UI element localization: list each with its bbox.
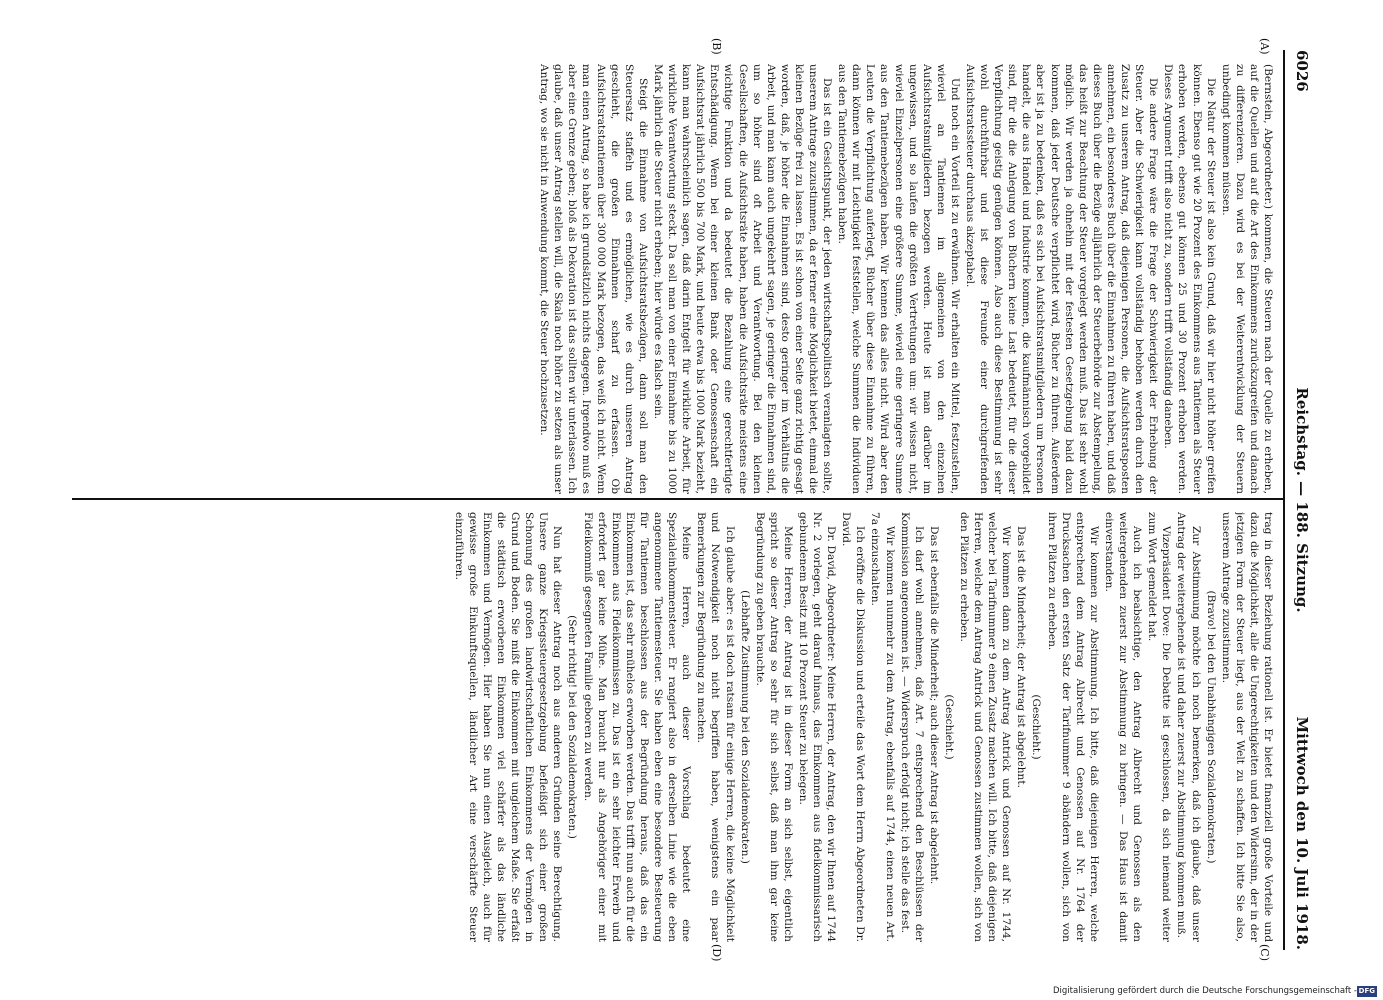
column-divider <box>72 498 1283 500</box>
page-header <box>1285 50 1311 950</box>
paragraph: Und noch ein Vorteil ist zu erwähnen. Wir erhalten ein Mittel, festzustellen, wieviel an Tantiemen im allgemeinen von den einzelnen Aufsichtsratsmitgliedern bezogen werden. Heute ist man darüber im ungewissen, und so laufen die größten Vertretungen um: wir wissen nicht, wieviel Einzelpersonen eine größere Summe, wieviel eine geringere Summe aus den Tantiemebezügen haben. Wir kennen das alles nicht. Wird aber den Leuten die Verpflichtung auferlegt, Bücher über diese Einnahme zu führen, dann können wir mit Leichtigkeit feststellen, welche Summen die Individuen aus den Tantiemebezügen haben. <box>836 64 961 494</box>
paragraph: Wir kommen dann zu dem Antrag Antrick und Genossen auf Nr. 1744, welcher bei Tarifnummer 9 einen Zusatz machen will. Ich bitte, daß diejenigen Herren, welche dem Antrag Antrick und Genossen zustimmen wollen, sich von den Plätzen zu erheben. <box>958 512 1013 942</box>
paragraph: Das ist die Minderheit; der Antrag ist abgelehnt. <box>1015 526 1028 788</box>
margin-mark-b: (B) <box>710 38 723 55</box>
paragraph: Vizepräsident Dove: Die Debatte ist geschlossen, da sich niemand weiter zum Wort gemeldet hat. <box>1146 512 1173 942</box>
session-title: Reichstag. — 188. Sitzung. <box>1293 387 1311 613</box>
paragraph: Ich eröffne die Diskussion und erteile das Wort dem Herrn Abgeordneten Dr. David. <box>840 512 867 942</box>
paragraph: Nun hat dieser Antrag noch aus anderen Gründen seine Berechtigung. Unsere ganze Kriegssteuergesetzgebung befleißigt sich einer großen Schonung des großen landwirtschaftlichen Einkommens der Vermögen in Grund und Boden. Sie mißt die Einkommen mit ungleichem Maße. Sie erfaßt die städtisch erworbenen Einkommen viel schärfer als das ländliche Einkommen und Vermögen. Hier haben Sie nun einen Ausgleich, auch für gewisse große Einkunftsquellen, ländlicher Art eine verschärfte Steuer einzuführen. <box>452 512 564 942</box>
margin-mark-c: (C) <box>1258 944 1271 961</box>
page-number: 6026 <box>1293 50 1311 92</box>
paragraph: trag in dieser Beziehung rationell ist. Er bietet finanziell große Vorteile und dazu die Möglichkeit, alle die Ungerechtigkeiten und den Widersinn, der in der jetzigen Form der Steuer liegt, aus der Welt zu schaffen. Ich bitte Sie also, unserem Antrage zuzustimmen. <box>1219 512 1274 942</box>
interjection: (Geschieht.) <box>942 694 955 760</box>
interjection: (Geschieht.) <box>1030 694 1043 760</box>
interjection: (Lebhafte Zustimmung bei den Sozialdemokraten.) <box>738 590 751 864</box>
paragraph: Dr. David, Abgeordneter: Meine Herren, der Antrag, den wir Ihnen auf 1744 Nr. 2 vorlegen, geht darauf hinaus, das Einkommen aus fideikommissarisch gebundenem Besitz mit 10 Prozent Steuer zu belegen. <box>797 512 838 942</box>
paragraph: Die andere Frage wäre die Frage der Schwierigkeit der Erhebung der Steuer. Aber die Schwierigkeit kann vollständig behoben werden durch den Zusatz zu unserem Antrag, daß diejenigen Personen, die Aufsichtsratsposten annehmen, ein besonderes Buch über die Einnahmen zu führen haben, und daß dieses Buch über die Bezüge alljährlich der Steuerbehörde zur Abstempelung, das heißt zur Beachtung der Steuer vorgelegt werden muß. Das ist sehr wohl möglich. Wir werden ja ohnehin mit der festesten Gesetzgebung bald dazu kommen, daß jeder Deutsche verpflichtet wird, Bücher zu führen. Außerdem aber ist ja zu bedenken, daß es sich bei Aufsichtsratsmitgliedern um Personen handelt, die aus Handel und Industrie kommen, die kaufmännisch vorgebildet sind, für die die Anlegung von Büchern keine Last bedeutet, für die dieser Verpflichtung geistig genügen können. Also auch diese Bestimmung ist sehr wohl durchführbar und ist diese Freunde einer durchgreifenden Aufsichtsratssteuer durchaus akzeptabel. <box>964 64 1160 494</box>
interjection: (Bravo! bei den Unabhängigen Sozialdemokraten.) <box>1204 590 1217 864</box>
header-rule <box>1283 50 1285 950</box>
paragraph: Wir kommen zur Abstimmung. Ich bitte, daß diejenigen Herren, welche entsprechend dem Antrag Albrecht und Genossen auf Nr. 1764 der Drucksachen den ersten Satz der Tarifnummer 9 abändern wollen, sich von ihren Plätzen zu erheben. <box>1045 512 1100 942</box>
paragraph: Zur Abstimmung möchte ich noch bemerken, daß ich glaube, daß unser Antrag der weitergehende ist und daher zuerst zur Abstimmung kommen muß. <box>1175 512 1202 942</box>
margin-mark-a: (A) <box>1258 38 1271 55</box>
footer-credit: Digitalisierung gefördert durch die Deutsche Forschungsgemeinschaft - <box>1053 986 1357 996</box>
margin-mark-d: (D) <box>710 944 723 962</box>
paragraph: Das ist ein Gesichtspunkt, der jeden wirtschaftspolitisch veranlagten sollte, unserem Antrage zuzustimmen, da er ferner eine Möglichkeit bietet, einmal die kleinen Bezüge frei zu lassen. Es ist schon von einer Seite ganz richtig gesagt worden, daß, je höher die Einnahmen sind, desto geringer im Verhältnis die Arbeit, und man kann auch umgekehrt sagen, je geringer die Einnahmen sind, um so höher sind oft Arbeit und Verantwortung. Bei den kleinen Gesellschaften, die Aufsichtsräte haben, haben die Aufsichtsräte meistens eine wichtige Funktion und da bedeutet die Bezahlung eine gerechtfertigte Entschädigung. Wenn bei einer kleinen Bank oder Genossenschaft ein Aufsichtsrat jährlich 500 bis 700 Mark, und heute etwa bis 1000 Mark bezieht, kann man wahrscheinlich sagen, daß darin Entgelt für wirkliche Arbeit, für wirkliche Verantwortung steckt. Da soll man von einer Einnahme bis zu 1000 Mark jährlich die Steuer nicht erheben; hier würde es falsch sein. <box>651 64 834 494</box>
paragraph: Wir kommen nunmehr zu dem Antrag, ebenfalls auf 1744, einen neuen Art. 7a einzuschalten. <box>869 512 896 942</box>
paragraph: Meine Herren, der Antrag ist in dieser Form an sich selbst, eigentlich spricht so dieser Antrag so sehr für sich selbst, daß man ihm gar keine Begründung zu geben brauchte. <box>753 512 794 942</box>
left-column <box>75 64 1275 494</box>
paragraph: (Bernstein, Abgeordneter.) kommen, die Steuern nach der Quelle zu erheben, auf die Quellen und auf die Art des Einkommens zurückzugreifen und danach zu differenzieren. Dazu wird es bei der Weiterentwicklung der Steuern unbedingt kommen müssen. <box>1219 64 1274 494</box>
dfg-logo: DFG <box>1358 987 1375 995</box>
paragraph: Auch ich beabsichtige, den Antrag Albrecht und Genossen als den weitergehenden zuerst zur Abstimmung zu bringen. — Das Haus ist damit einverstanden. <box>1102 512 1144 942</box>
paragraph: Die Natur der Steuer ist also kein Grund, daß wir hier nicht höher greifen können. Ebenso gut wie 20 Prozent des Einkommens aus Tantiemen als Steuer erhoben werden, ebenso gut können 25 und 30 Prozent erhoben werden. Dieses Argument trifft also nicht zu, sondern trifft vollständig daneben. <box>1162 64 1217 494</box>
paragraph: Das ist ebenfalls die Minderheit; auch dieser Antrag ist abgelehnt. <box>927 526 940 885</box>
paragraph: Steigt die Einnahme von Aufsichtsratsbezügen, dann soll man den Steuersatz staffeln und es ermöglichen, wie es durch unseren Antrag geschieht, die großen Einnahmen scharf zu erfassen. Ob Aufsichtsratstantiemen über 300 000 Mark bezogen, das weiß ich nicht. Wenn man einen Antrag, so habe ich grundsätzlich nichts dagegen. Irgendwo muß es aber eine Grenze geben; bloß als Dekoration ist das sollten wir unterlassen. Ich glaube, daß unser Antrag stellen will, die Skala noch höher zu setzen als unser Antrag, wo sie nicht in Anwendung kommt, die Steuer hochzusetzen. <box>538 64 649 494</box>
right-column <box>75 512 1275 942</box>
paragraph: Ich darf wohl annehmen, daß Art. 7 entsprechend den Beschlüssen der Kommission angenommen ist. — Widerspruch erfolgt nicht; ich stelle das fest. <box>898 512 925 942</box>
interjection: (Sehr richtig! bei den Sozialdemokraten.) <box>566 615 579 839</box>
digitization-footer <box>0 986 1383 1000</box>
paragraph: Ich glaube aber: es ist doch ratsam für einige Herren, die keine Möglichkeit und Notwendigkeit noch nicht begriffen haben, wenigstens ein paar Bemerkungen zur Begründung zu machen. <box>695 512 736 942</box>
session-date: Mittwoch den 10. Juli 1918. <box>1293 716 1311 950</box>
paragraph: Meine Herren, auch dieser Vorschlag bedeutet eine Spezialeinkommensteuer. Er rangiert also in derselben Linie wie die eben angenommene Tantiemesteuer. Sie haben eben eine besondere Besteuerung für Tantiemen beschlossen aus der Begründung heraus, daß das ein Einkommen ist, das sehr mühelos erworben werden. Das trifft nun auch für die Einkommen aus Fideikommissen zu. Das ist ein sehr leichter Erwerb und erfordert gar keine Mühe. Man braucht nur als Angehöriger einer mit Fideikommiß gesegneten Familie geboren zu werden. <box>581 512 693 942</box>
